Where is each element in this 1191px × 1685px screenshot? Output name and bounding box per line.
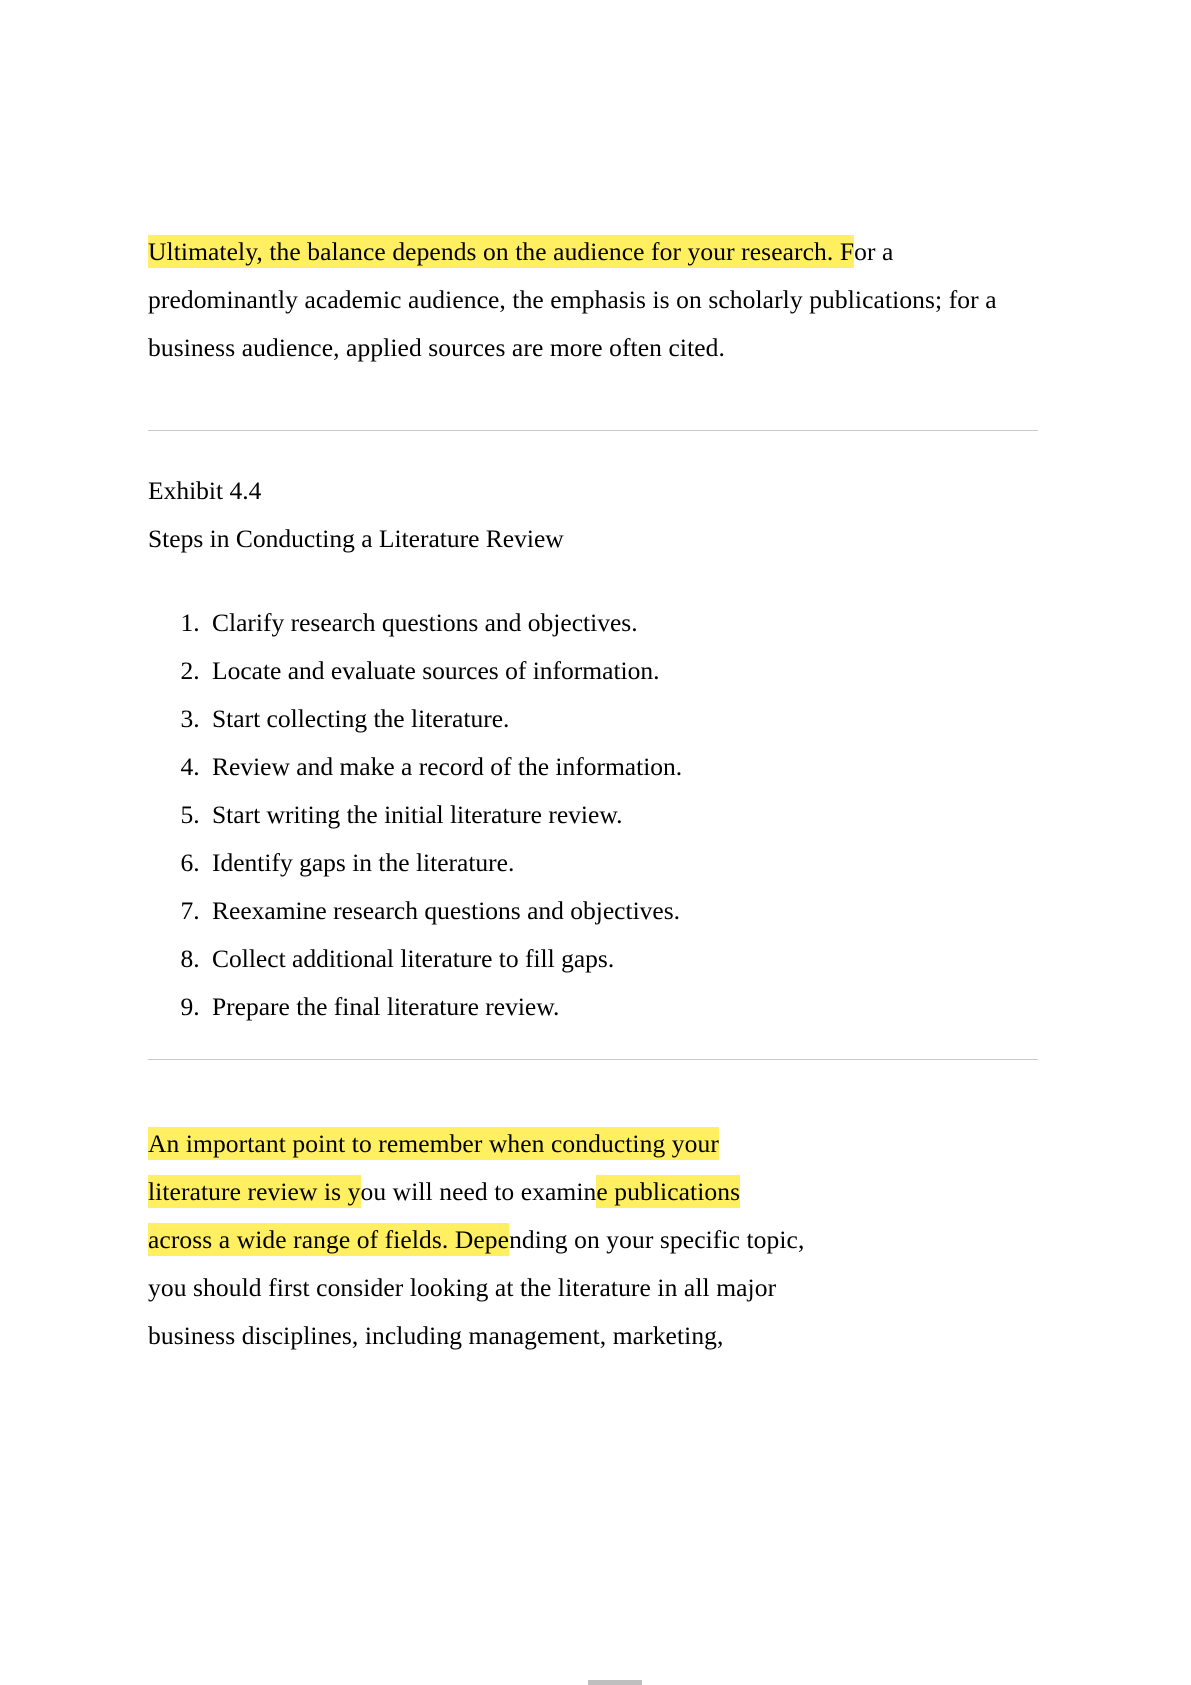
paragraph-2-line-2-mid: ou will need to examin bbox=[360, 1177, 597, 1206]
spacer-after-rule-1 bbox=[148, 431, 1048, 467]
exhibit-title: Steps in Conducting a Literature Review bbox=[148, 524, 564, 553]
document-content bbox=[148, 228, 1048, 1360]
paragraph-audience-balance bbox=[148, 228, 1048, 372]
highlight-span-4: e publications bbox=[596, 1177, 741, 1206]
spacer-before-rule-1 bbox=[148, 372, 1048, 430]
spacer-before-steps bbox=[148, 563, 1048, 599]
list-item: 9. Prepare the final literature review. bbox=[206, 983, 1048, 1031]
steps-list bbox=[148, 599, 1048, 1031]
paragraph-2-line-5: business disciplines, including management, marketing, bbox=[148, 1321, 724, 1350]
paragraph-2-line-3-rest: nding on your specific topic, bbox=[509, 1225, 805, 1254]
list-item: 6. Identify gaps in the literature. bbox=[206, 839, 1048, 887]
highlight-span-3: literature review is y bbox=[148, 1177, 361, 1206]
list-item: 2. Locate and evaluate sources of information. bbox=[206, 647, 1048, 695]
highlight-span-5: across a wide range of fields. Depe bbox=[148, 1225, 510, 1254]
page-bottom-mark bbox=[588, 1680, 642, 1685]
highlight-span-1: Ultimately, the balance depends on the audience for your research. F bbox=[148, 237, 855, 266]
spacer-after-rule-2 bbox=[148, 1060, 1048, 1120]
list-item: 3. Start collecting the literature. bbox=[206, 695, 1048, 743]
paragraph-1-rest: or a predominantly academic audience, the emphasis is on scholarly publications; for a business audience, applied sources are more often cited. bbox=[148, 237, 997, 362]
highlight-span-2: An important point to remember when conducting your bbox=[148, 1129, 719, 1158]
exhibit-label: Exhibit 4.4 bbox=[148, 476, 262, 505]
list-item: 1. Clarify research questions and objectives. bbox=[206, 599, 1048, 647]
list-item: 8. Collect additional literature to fill gaps. bbox=[206, 935, 1048, 983]
spacer-before-rule-2 bbox=[148, 1031, 1048, 1059]
paragraph-2-line-4: you should first consider looking at the literature in all major bbox=[148, 1273, 777, 1302]
list-item: 4. Review and make a record of the information. bbox=[206, 743, 1048, 791]
list-item: 7. Reexamine research questions and objectives. bbox=[206, 887, 1048, 935]
paragraph-literature-review-fields bbox=[148, 1120, 1048, 1360]
list-item: 5. Start writing the initial literature review. bbox=[206, 791, 1048, 839]
